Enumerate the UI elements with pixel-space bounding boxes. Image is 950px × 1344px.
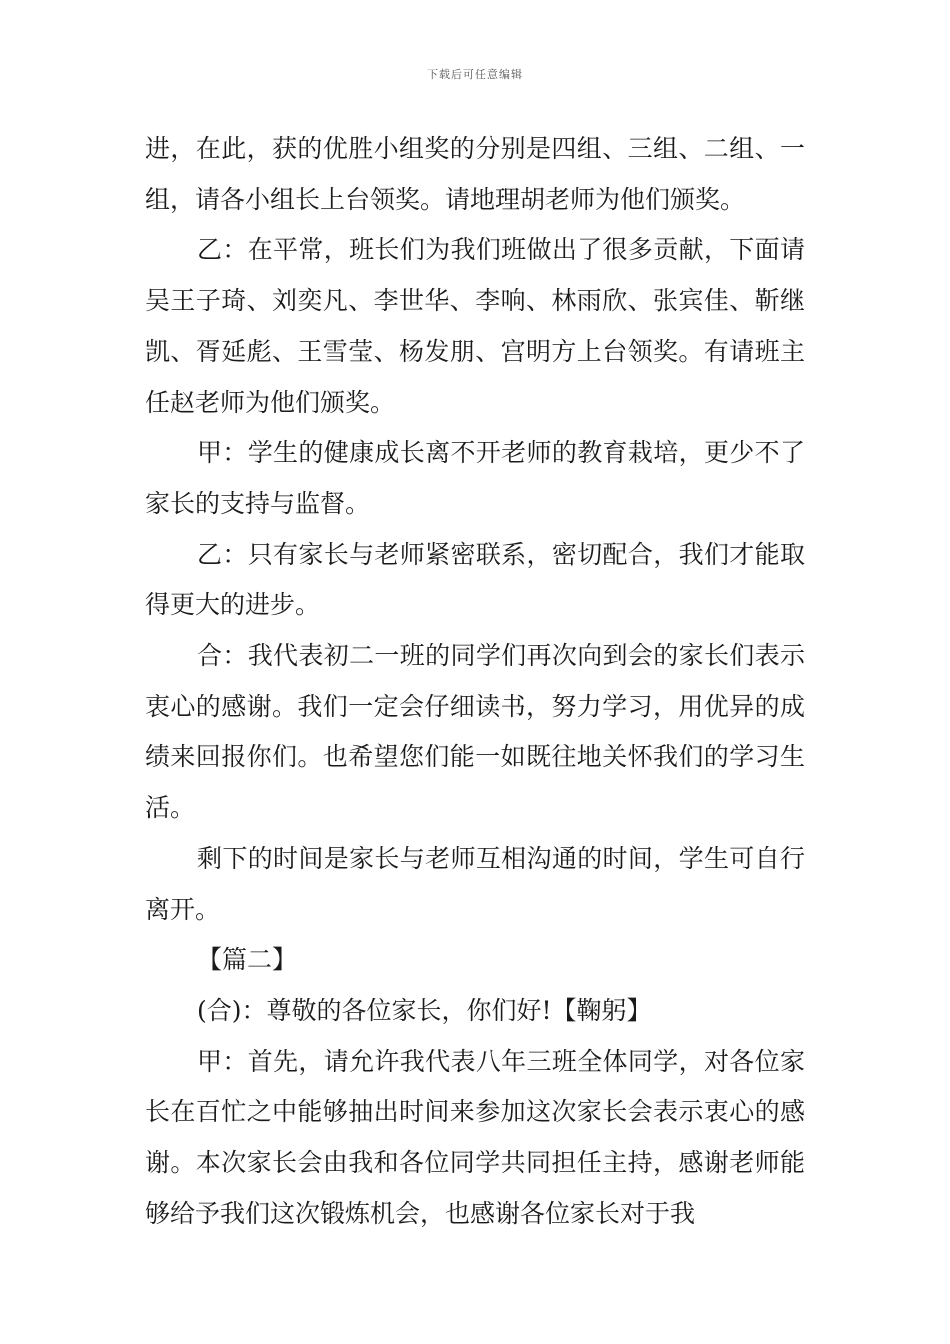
paragraph-8: 甲：首先，请允许我代表八年三班全体同学，对各位家长在百忙之中能够抽出时间来参加这次家长会表示衷心的感谢。本次家长会由我和各位同学共同担任主持，感谢老师能够给予我们这次锻炼机会，也感谢各位家长对于我 [145, 1046, 805, 1228]
paragraph-1: 进，在此，获的优胜小组奖的分别是四组、三组、二组、一组，请各小组长上台领奖。请地理胡老师为他们颁奖。 [145, 134, 805, 214]
paragraph-5: 合：我代表初二一班的同学们再次向到会的家长们表示衷心的感谢。我们一定会仔细读书，努力学习，用优异的成绩来回报你们。也希望您们能一如既往地关怀我们的学习生活。 [145, 641, 805, 823]
document-body [145, 124, 805, 1239]
section-heading: 【篇二】 [197, 945, 298, 975]
paragraph-7: (合)：尊敬的各位家长，你们好!【鞠躬】 [197, 995, 652, 1025]
paragraph-2: 乙：在平常，班长们为我们班做出了很多贡献，下面请吴王子琦、刘奕凡、李世华、李响、林雨欣、张宾佳、靳继凯、胥延彪、王雪莹、杨发朋、宫明方上台领奖。有请班主任赵老师为他们颁奖。 [145, 235, 805, 417]
paragraph-6: 剩下的时间是家长与老师互相沟通的时间，学生可自行离开。 [145, 843, 805, 924]
page-header: 下载后可任意编辑 [427, 68, 523, 81]
paragraph-4: 乙：只有家长与老师紧密联系，密切配合，我们才能取得更大的进步。 [145, 539, 805, 620]
paragraph-3: 甲：学生的健康成长离不开老师的教育栽培，更少不了家长的支持与监督。 [145, 438, 805, 518]
